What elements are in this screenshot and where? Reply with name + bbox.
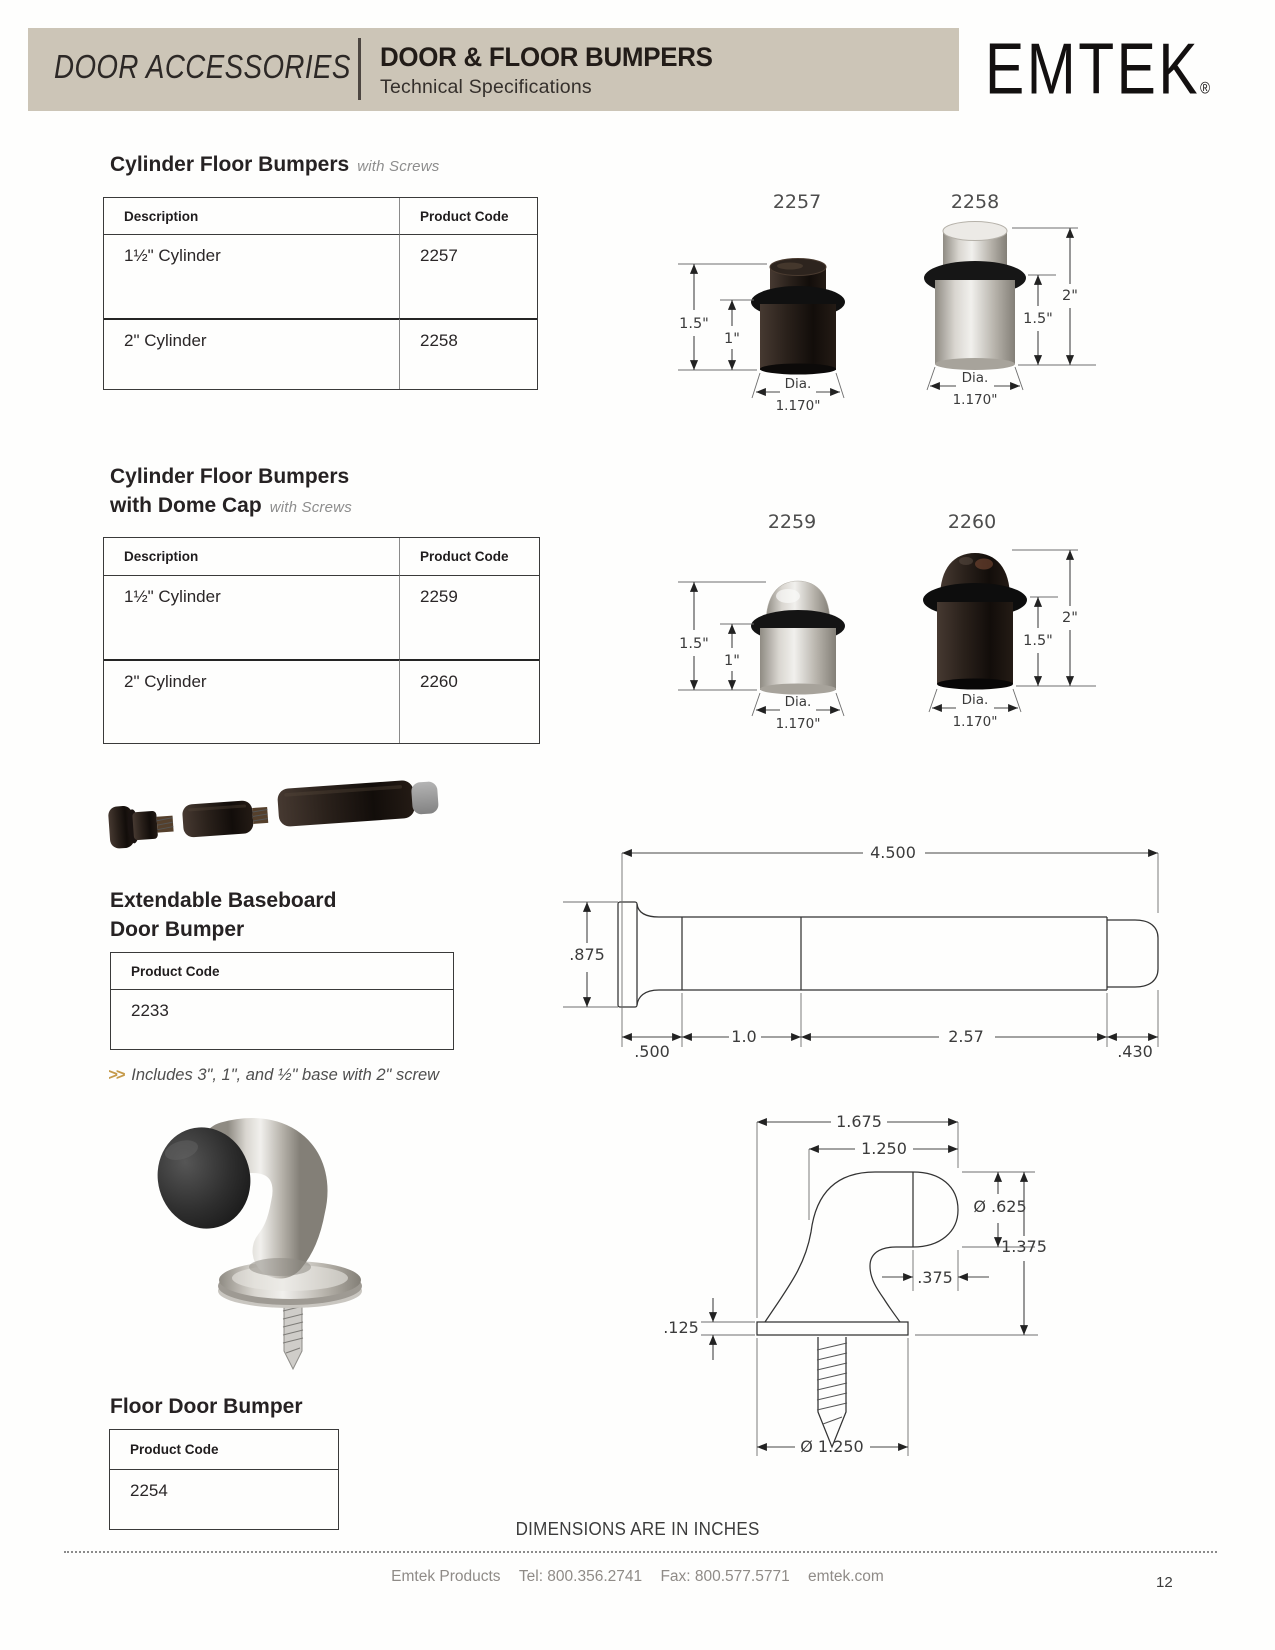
col-header-product-code: Product Code <box>399 198 537 234</box>
dia-value: 1.170" <box>775 716 821 732</box>
dim-tip-diameter: Ø .625 <box>973 1197 1027 1216</box>
header-band <box>28 28 959 111</box>
drawing-outline <box>618 902 1158 1007</box>
product-photo-2259 <box>751 581 845 695</box>
dome-table <box>103 537 540 744</box>
dim-label: 1.5" <box>679 636 709 652</box>
header-divider <box>358 38 361 100</box>
page-number: 12 <box>1156 1574 1173 1591</box>
col-header-description: Description <box>124 549 199 564</box>
fax-number: Fax: 800.577.5771 <box>660 1568 790 1585</box>
section-title-line2: Door Bumper <box>110 918 245 941</box>
dia-label: Dia. <box>784 694 812 710</box>
dim-overall-width: 1.675 <box>836 1112 882 1131</box>
product-photo-floor-bumper <box>140 1085 375 1380</box>
section-title-line2 <box>110 491 352 522</box>
cylinder-table <box>103 197 538 390</box>
dim-overall-length: 4.500 <box>870 843 916 862</box>
page-subtitle: Technical Specifications <box>380 76 592 98</box>
dim-overall-height: 1.375 <box>1001 1237 1047 1256</box>
footer-contact <box>0 1568 1275 1586</box>
dia-value: 1.170" <box>952 392 998 408</box>
dim-base-diameter: Ø 1.250 <box>800 1437 864 1456</box>
table-cell: 2" Cylinder <box>104 318 399 389</box>
registered-mark: ® <box>1200 79 1211 98</box>
table-cell: 1½" Cylinder <box>104 575 399 659</box>
table-cell: 2254 <box>110 1469 338 1529</box>
note-chevrons: >> <box>108 1066 124 1084</box>
dotted-rule <box>64 1551 1217 1553</box>
section-title-note: with Screws <box>357 158 440 175</box>
col-header-product-code: Product Code <box>399 538 539 575</box>
section-title-dome <box>110 462 352 522</box>
section-title-line1: Cylinder Floor Bumpers <box>110 465 350 488</box>
dia-label: Dia. <box>784 376 812 392</box>
page-title: DOOR & FLOOR BUMPERS <box>380 42 713 72</box>
col-header-description: Description <box>124 208 199 224</box>
drawing-floor-bumper <box>605 1060 1075 1475</box>
diagram-2260 <box>870 500 1120 750</box>
dim-segment-1: 1.0 <box>731 1027 757 1046</box>
diagram-2257 <box>620 180 870 430</box>
dim-label: 1" <box>724 653 740 669</box>
table-cell: 2233 <box>111 989 453 1049</box>
diagram-code-label: 2257 <box>772 191 822 213</box>
extendable-table <box>110 952 454 1050</box>
dia-label: Dia. <box>961 692 989 708</box>
dim-label: 1.5" <box>1023 311 1053 327</box>
table-cell: 2" Cylinder <box>104 659 399 743</box>
diagram-2259 <box>620 500 870 750</box>
dia-value: 1.170" <box>775 398 821 414</box>
dim-label: 2" <box>1062 610 1078 626</box>
floor-table <box>109 1429 339 1530</box>
section-title-line1: Extendable Baseboard <box>110 889 337 912</box>
dim-base-length: .500 <box>634 1042 670 1061</box>
phone-number: Tel: 800.356.2741 <box>518 1568 643 1585</box>
product-photo-extendable-parts <box>95 778 455 873</box>
diagram-code-label: 2260 <box>947 511 997 533</box>
section-title-text: Cylinder Floor Bumpers <box>110 153 350 176</box>
drawing-outline <box>757 1172 958 1447</box>
col-header-product-code: Product Code <box>131 963 220 979</box>
table-cell: 1½" Cylinder <box>104 234 399 318</box>
units-note <box>0 1518 1275 1540</box>
dim-label: 1" <box>724 331 740 347</box>
section-title-note: with Screws <box>269 499 352 516</box>
diagram-2258 <box>870 180 1120 430</box>
dim-segment-2: 2.57 <box>948 1027 984 1046</box>
table-cell: 2257 <box>399 234 537 318</box>
section-title-line2-text: with Dome Cap <box>110 494 262 517</box>
product-photo-2260 <box>923 553 1027 690</box>
section-title-floor: Floor Door Bumper <box>110 1395 303 1418</box>
dim-label: 2" <box>1062 288 1078 304</box>
brand-logo <box>985 27 1211 128</box>
diagram-code-label: 2259 <box>767 511 817 533</box>
section-title-extendable <box>110 886 336 944</box>
dia-label: Dia. <box>961 370 989 386</box>
dim-tip-length: .430 <box>1117 1042 1153 1061</box>
dim-base-thickness: .125 <box>663 1318 699 1337</box>
company-name: Emtek Products <box>391 1568 501 1585</box>
note-text: Includes 3", 1", and ½" base with 2" screw <box>131 1066 440 1084</box>
section-title-cylinder <box>110 150 439 181</box>
product-photo-2258 <box>924 222 1026 371</box>
table-cell: 2259 <box>399 575 539 659</box>
col-header-product-code: Product Code <box>130 1442 219 1457</box>
dim-arm-width: 1.250 <box>861 1139 907 1158</box>
dia-value: 1.170" <box>952 714 998 730</box>
dim-tip-length: .375 <box>917 1268 953 1287</box>
dim-base-height: .875 <box>569 945 605 964</box>
units-note-text: DIMENSIONS ARE IN INCHES <box>515 1518 760 1539</box>
drawing-extendable-bumper <box>525 795 1175 1065</box>
dim-label: 1.5" <box>1023 633 1053 649</box>
brand-name: EMTEK <box>985 27 1201 110</box>
table-cell: 2258 <box>399 318 537 389</box>
website-link: emtek.com <box>808 1568 884 1585</box>
product-photo-2257 <box>751 259 845 375</box>
includes-note <box>108 1066 439 1085</box>
table-cell: 2260 <box>399 659 539 743</box>
category-label: DOOR ACCESSORIES <box>54 48 351 85</box>
dim-label: 1.5" <box>679 316 709 332</box>
diagram-code-label: 2258 <box>950 191 1000 213</box>
